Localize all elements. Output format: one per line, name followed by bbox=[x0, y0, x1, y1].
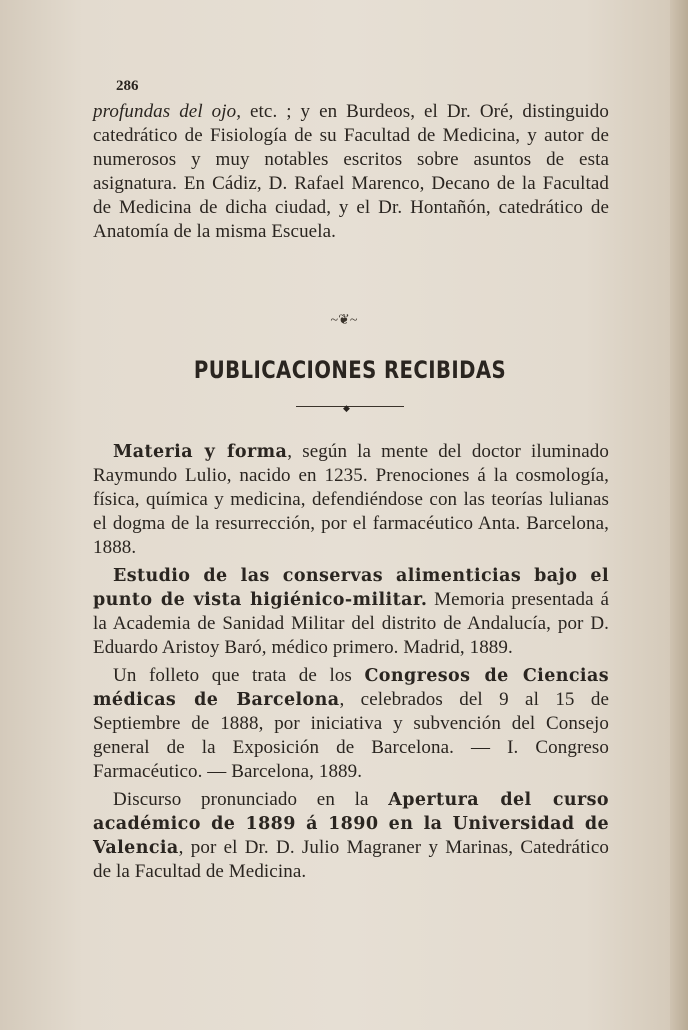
list-item: Estudio de las conservas alimenticias bajo el punto de vista higiénico-militar. Memoria presentada á la Academia de Sanidad Militar del distrito de Andalucía, por D. Eduardo Aristoy Baró, médico primero. Madrid, 1889. bbox=[93, 566, 609, 658]
rule-ornament-icon: ◆ bbox=[343, 403, 350, 413]
ornament-divider: ~❦~ bbox=[330, 313, 358, 328]
entry-title: Estudio de las conservas alimenticias bajo el punto de vista higiénico-militar. bbox=[93, 566, 609, 610]
intro-italic-lead: profundas del ojo, bbox=[93, 101, 242, 122]
entry-title: Congresos de Ciencias médicas de Barcelona bbox=[93, 666, 609, 710]
heading-rule bbox=[296, 406, 404, 407]
list-item: Materia y forma, según la mente del doctor iluminado Raymundo Lulio, nacido en 1235. Prenociones á la cosmología, física, química y medicina, defendiéndose con las teorías lulianas el dogma de la resurrección, por el farmacéutico Anta. Barcelona, 1888. bbox=[93, 441, 610, 558]
page-number: 286 bbox=[116, 78, 139, 94]
entry-title: Apertura del curso académico de 1889 á 1890 en la Universidad de Valencia bbox=[93, 790, 609, 858]
list-item: Un folleto que trata de los Congresos de Ciencias médicas de Barcelona, celebrados del 9 al 15 de Septiembre de 1888, por iniciativa y subvención del Consejo general de la Exposición de Barcelona. — I. Congreso Farmacéutico. — Barcelona, 1889. bbox=[93, 665, 609, 782]
intro-paragraph bbox=[93, 100, 609, 244]
page-spine-edge bbox=[670, 0, 688, 1030]
entry-title: Materia y forma bbox=[113, 442, 288, 462]
list-item: Discurso pronunciado en la Apertura del curso académico de 1889 á 1890 en la Universidad de Valencia, por el Dr. D. Julio Magraner y Marinas, Catedrático de la Facultad de Medicina. bbox=[93, 789, 609, 882]
intro-body: etc. ; y en Burdeos, el Dr. Oré, distinguido catedrático de Fisiología de su Facultad de Medicina, y autor de numerosos y muy notables escritos sobre asuntos de esta asignatura. En Cádiz, D. Rafael Marenco, Decano de la Facultad de Medicina de dicha ciudad, y el Dr. Hontañón, catedrático de Anatomía de la misma Escuela. bbox=[93, 101, 609, 242]
section-heading: PUBLICACIONES RECIBIDAS bbox=[193, 356, 507, 384]
entries-list bbox=[93, 440, 609, 884]
